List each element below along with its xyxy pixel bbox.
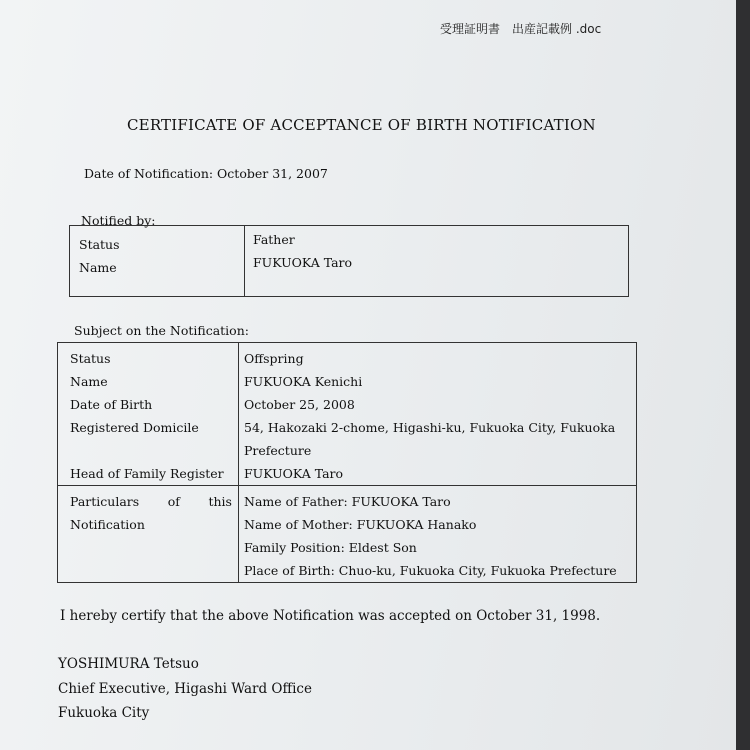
subject-values [239,343,637,486]
key-date-of-birth: Date of Birth [70,397,153,412]
file-label: 受理証明書 出産記載例 .doc [440,22,602,36]
notified-by-table [69,225,629,297]
key-head-of-family-register: Head of Family Register [70,466,224,481]
certification-statement: I hereby certify that the above Notification was accepted on October 31, 1998. [60,608,601,624]
value-head-of-family-register: FUKUOKA Taro [244,466,344,481]
key-registered-domicile: Registered Domicile [70,420,199,435]
signatory-position: Chief Executive, Higashi Ward Office [58,681,312,697]
signatory-city: Fukuoka City [58,705,150,721]
value-name: FUKUOKA Kenichi [244,374,363,389]
key-name: Name [79,260,117,275]
subject-label: Subject on the Notification: [74,323,249,338]
value-registered-domicile: 54, Hakozaki 2-chome, Higashi-ku, Fukuoka City, Fukuoka Prefecture [244,420,616,458]
value-status: Offspring [244,351,304,366]
particulars-key-line2: Notification [70,517,145,532]
key-name: Name [70,374,108,389]
document-title: CERTIFICATE OF ACCEPTANCE OF BIRTH NOTIFICATION [127,116,596,134]
subject-keys [58,343,239,486]
notified-by-label: Notified by: [81,213,156,228]
particulars-mother: Name of Mother: FUKUOKA Hanako [244,517,477,532]
background-edge [736,0,750,750]
subject-table [57,342,637,583]
notified-by-values [245,226,629,297]
value-name: FUKUOKA Taro [253,255,353,270]
value-status: Father [253,232,295,247]
date-of-notification: Date of Notification: October 31, 2007 [84,166,328,181]
key-status: Status [79,237,120,252]
particulars-values [239,486,637,583]
signatory-name: YOSHIMURA Tetsuo [58,656,199,672]
key-status: Status [70,351,111,366]
particulars-place-of-birth: Place of Birth: Chuo-ku, Fukuoka City, Fukuoka Prefecture [244,563,617,578]
particulars-key [58,486,239,583]
notified-by-keys [70,226,245,297]
particulars-family-position: Family Position: Eldest Son [244,540,417,555]
value-date-of-birth: October 25, 2008 [244,397,355,412]
particulars-key-line1: Particulars of this [70,494,232,509]
particulars-father: Name of Father: FUKUOKA Taro [244,494,451,509]
